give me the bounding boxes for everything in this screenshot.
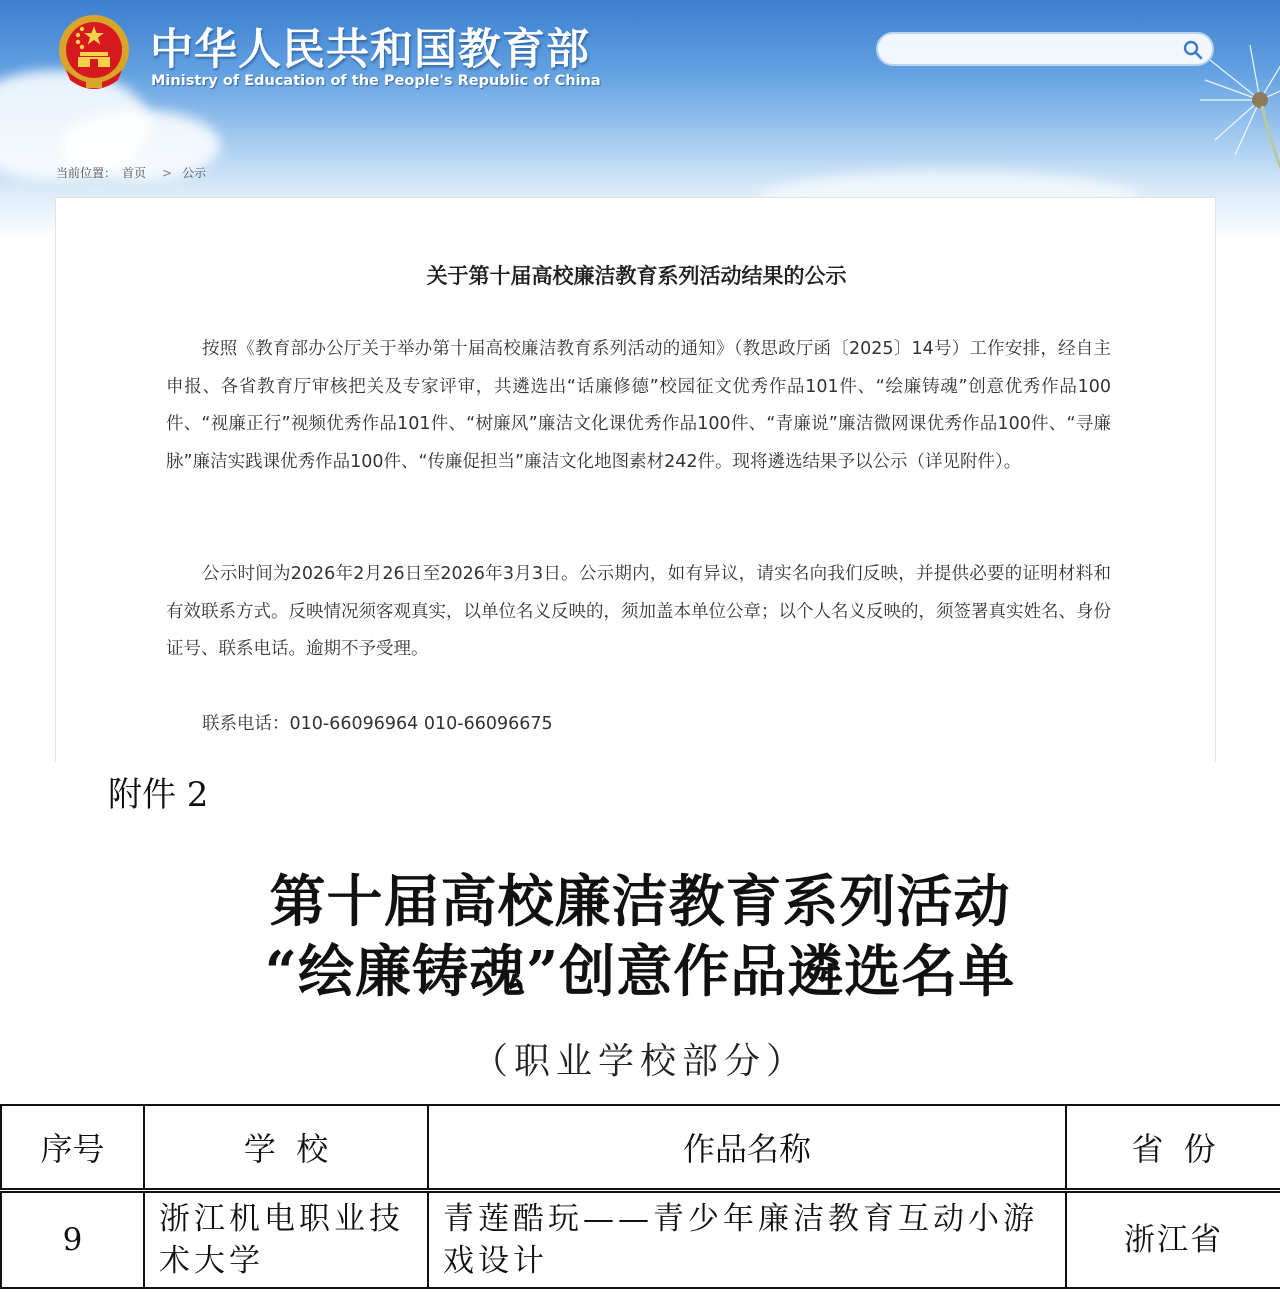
table-header-row xyxy=(1,1105,1280,1191)
breadcrumb xyxy=(56,164,212,181)
cell-school: 浙江机电职业技术大学 xyxy=(144,1191,428,1289)
attachment-title-line-2: “绘廉铸魂”创意作品遴选名单 xyxy=(264,939,1016,1005)
table-row xyxy=(1,1191,1280,1289)
notice-paragraph-1: 按照《教育部办公厅关于举办第十届高校廉洁教育系列活动的通知》（教思政厅函〔2025〕14号）工作安排，经自主申报、各省教育厅审核把关及专家评审，共遴选出“话廉修德”校园征文优秀作品101件、“绘廉铸魂”创意优秀作品100件、“视廉正行”视频优秀作品101件、“树廉风”廉洁文化课优秀作品100件、“青廉说”廉洁微网课优秀作品100件、“寻廉脉”廉洁实践课优秀作品100件、“传廉促担当”廉洁文化地图素材242件。现将遴选结果予以公示（详见附件）。 xyxy=(166,339,1111,472)
header-school: 学 校 xyxy=(144,1105,428,1191)
cell-province: 浙江省 xyxy=(1066,1191,1280,1289)
attachment-title-line-1: 第十届高校廉洁教育系列活动 xyxy=(269,869,1011,935)
attachment-subtitle: （职业学校部分） xyxy=(471,1041,808,1082)
notice-paragraph-2: 公示时间为2026年2月26日至2026年3月3日。公示期内，如有异议，请实名向我们反映，并提供必要的证明材料和有效联系方式。反映情况须客观真实，以单位名义反映的，须加盖本单位公章；以个人名义反映的，须签署真实姓名、身份证号、联系电话。逾期不予受理。 xyxy=(166,564,1111,659)
national-emblem-icon xyxy=(56,12,132,92)
notice-title: 关于第十届高校廉洁教育系列活动结果的公示 xyxy=(426,264,847,288)
site-title: 中华人民共和国教育部 xyxy=(150,25,590,75)
breadcrumb-separator: > xyxy=(162,166,173,180)
dandelion-decoration xyxy=(1180,40,1280,190)
breadcrumb-home-link[interactable]: 首页 xyxy=(122,166,147,180)
breadcrumb-current[interactable]: 公示 xyxy=(182,166,207,180)
notice-contact: 联系电话：010-66096964 010-66096675 xyxy=(202,714,553,734)
site-subtitle: Ministry of Education of the People's Republic of China xyxy=(151,73,601,89)
header-province: 省 份 xyxy=(1066,1105,1280,1191)
cell-number: 9 xyxy=(1,1191,144,1289)
header-number: 序号 xyxy=(1,1105,144,1191)
attachment-label: 附件 2 xyxy=(108,775,209,815)
search-box xyxy=(876,32,1214,66)
cell-work-name: 青莲酷玩——青少年廉洁教育互动小游戏设计 xyxy=(428,1191,1066,1289)
search-input[interactable] xyxy=(892,38,1176,62)
breadcrumb-label: 当前位置： xyxy=(56,166,117,180)
results-table xyxy=(0,1104,1280,1289)
notice-card xyxy=(55,197,1216,762)
header-work-name: 作品名称 xyxy=(428,1105,1066,1191)
